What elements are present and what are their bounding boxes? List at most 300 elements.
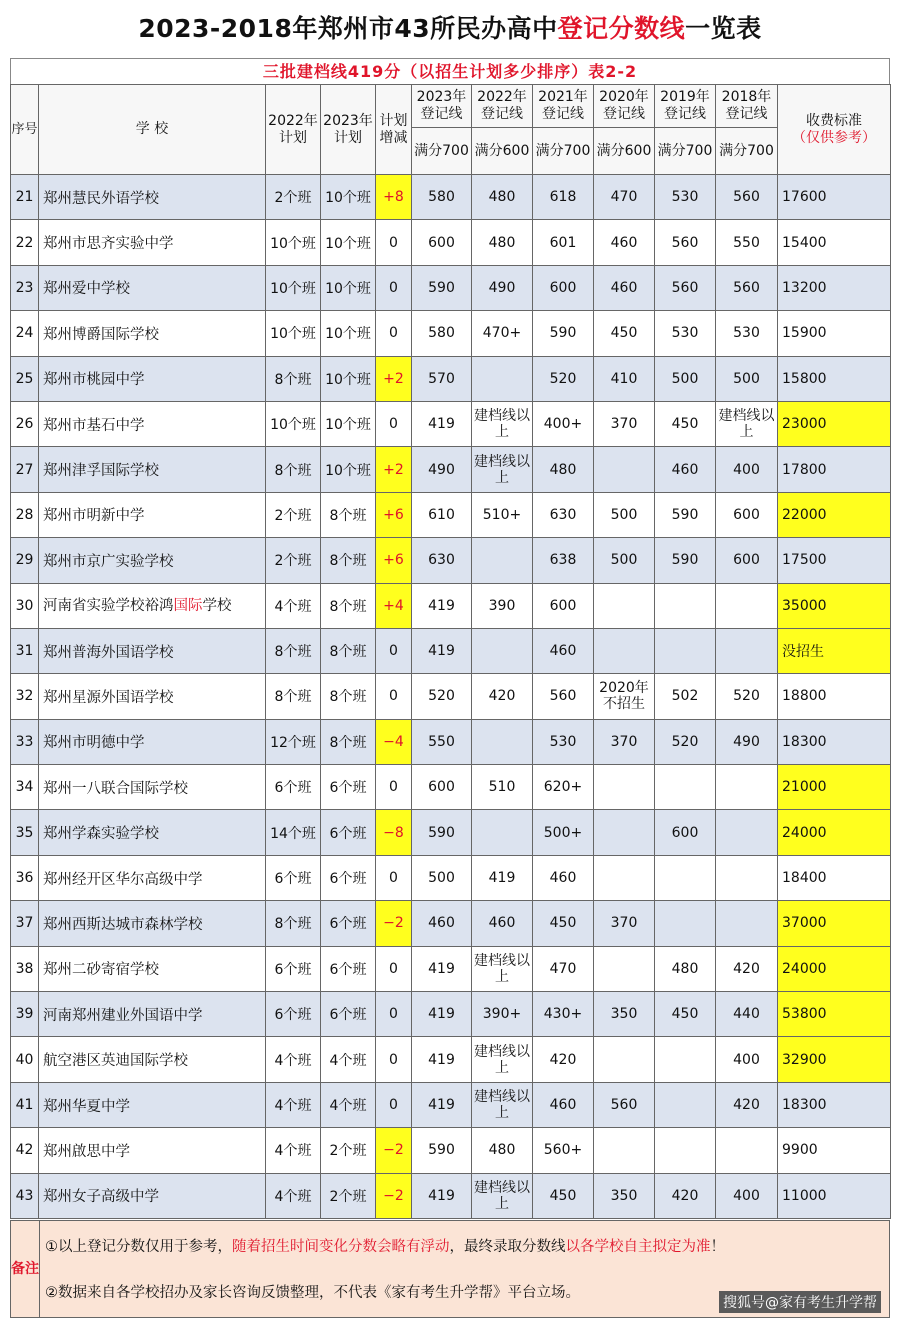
cell-score-2023: 590: [412, 1128, 472, 1173]
cell-score-2020: 370: [594, 719, 655, 764]
cell-score-2020: 460: [594, 220, 655, 265]
cell-score-2018: [716, 810, 778, 855]
cell-no: 24: [11, 311, 39, 356]
table-row: [11, 311, 891, 356]
table-row: [11, 220, 891, 265]
cell-score-2020: [594, 765, 655, 810]
cell-no: 30: [11, 583, 39, 628]
cell-fee: 37000: [778, 901, 891, 946]
cell-score-2021: 500+: [533, 810, 594, 855]
cell-school: 郑州市京广实验学校: [39, 538, 266, 583]
cell-score-2020: [594, 583, 655, 628]
cell-score-2023: 460: [412, 901, 472, 946]
cell-score-2021: 430+: [533, 992, 594, 1037]
cell-score-2023: 590: [412, 265, 472, 310]
cell-plan-2022: 8个班: [266, 356, 321, 401]
cell-score-2019: 500: [655, 356, 716, 401]
table-row: [11, 356, 891, 401]
cell-no: 32: [11, 674, 39, 719]
cell-score-2021: 560: [533, 674, 594, 719]
cell-plan-2023: 8个班: [321, 538, 376, 583]
cell-plan-2022: 4个班: [266, 1128, 321, 1173]
cell-score-2018: [716, 1128, 778, 1173]
cell-no: 42: [11, 1128, 39, 1173]
cell-plan-change: +6: [376, 492, 412, 537]
cell-plan-2023: 10个班: [321, 401, 376, 446]
cell-score-2022: [472, 719, 533, 764]
cell-plan-2023: 6个班: [321, 810, 376, 855]
cell-score-2021: 601: [533, 220, 594, 265]
title-highlight: 登记分数线: [557, 14, 686, 43]
header-2021: 2021年登记线: [533, 85, 594, 128]
cell-plan-2023: 8个班: [321, 674, 376, 719]
cell-plan-2023: 10个班: [321, 175, 376, 220]
cell-plan-2022: 4个班: [266, 583, 321, 628]
table-row: [11, 492, 891, 537]
cell-no: 36: [11, 855, 39, 900]
cell-plan-change: 0: [376, 401, 412, 446]
cell-school: 航空港区英迪国际学校: [39, 1037, 266, 1082]
cell-fee: 9900: [778, 1128, 891, 1173]
cell-score-2020: 450: [594, 311, 655, 356]
cell-score-2018: [716, 855, 778, 900]
cell-fee: 13200: [778, 265, 891, 310]
note-1-e: ！: [710, 1239, 725, 1255]
cell-score-2021: 460: [533, 628, 594, 673]
cell-plan-change: +6: [376, 538, 412, 583]
cell-score-2022: 390: [472, 583, 533, 628]
table-row: [11, 992, 891, 1037]
note-2: ②数据来自各学校招办及家长咨询反馈整理，不代表《家有考生升学帮》平台立场。: [45, 1285, 580, 1301]
cell-score-2019: [655, 1128, 716, 1173]
cell-school: 郑州市桃园中学: [39, 356, 266, 401]
cell-score-2020: 500: [594, 538, 655, 583]
cell-score-2020: 560: [594, 1082, 655, 1127]
cell-plan-2022: 8个班: [266, 628, 321, 673]
cell-no: 21: [11, 175, 39, 220]
cell-plan-2023: 10个班: [321, 447, 376, 492]
cell-no: 29: [11, 538, 39, 583]
page-title: [0, 0, 900, 58]
cell-score-2022: 419: [472, 855, 533, 900]
cell-score-2022: 480: [472, 220, 533, 265]
cell-plan-change: 0: [376, 628, 412, 673]
cell-no: 23: [11, 265, 39, 310]
cell-school: 郑州爱中学校: [39, 265, 266, 310]
cell-no: 33: [11, 719, 39, 764]
cell-plan-2022: 8个班: [266, 447, 321, 492]
table-row: [11, 946, 891, 991]
cell-plan-2022: 10个班: [266, 311, 321, 356]
cell-school: 郑州市明德中学: [39, 719, 266, 764]
cell-no: 27: [11, 447, 39, 492]
header-fee-label: 收费标准: [806, 112, 862, 129]
cell-score-2019: [655, 901, 716, 946]
cell-score-2021: 560+: [533, 1128, 594, 1173]
cell-plan-2022: 2个班: [266, 492, 321, 537]
cell-score-2018: 420: [716, 946, 778, 991]
header-2018: 2018年登记线: [716, 85, 778, 128]
cell-score-2021: 630: [533, 492, 594, 537]
cell-plan-change: 0: [376, 855, 412, 900]
cell-score-2020: [594, 628, 655, 673]
cell-score-2021: 460: [533, 855, 594, 900]
cell-no: 40: [11, 1037, 39, 1082]
cell-plan-2023: 8个班: [321, 583, 376, 628]
cell-plan-2022: 8个班: [266, 901, 321, 946]
cell-fee: 53800: [778, 992, 891, 1037]
notes-panel: [10, 1220, 890, 1318]
cell-score-2021: 420: [533, 1037, 594, 1082]
cell-score-2022: 建档线以上: [472, 1037, 533, 1082]
cell-score-2018: 560: [716, 265, 778, 310]
cell-no: 31: [11, 628, 39, 673]
cell-score-2022: 510: [472, 765, 533, 810]
cell-score-2022: 390+: [472, 992, 533, 1037]
cell-school: 郑州津孚国际学校: [39, 447, 266, 492]
cell-score-2020: [594, 447, 655, 492]
cell-plan-2022: 6个班: [266, 992, 321, 1037]
cell-score-2019: [655, 1082, 716, 1127]
cell-fee: 24000: [778, 946, 891, 991]
cell-fee: 17800: [778, 447, 891, 492]
table-row: [11, 855, 891, 900]
cell-fee: 18400: [778, 855, 891, 900]
cell-plan-2022: 2个班: [266, 538, 321, 583]
cell-score-2023: 600: [412, 765, 472, 810]
school-name-part: 河南省实验学校裕鸿: [43, 597, 174, 614]
cell-score-2023: 580: [412, 175, 472, 220]
cell-score-2019: 420: [655, 1173, 716, 1218]
cell-score-2018: 400: [716, 1037, 778, 1082]
cell-score-2020: [594, 1037, 655, 1082]
cell-score-2020: [594, 810, 655, 855]
cell-plan-2022: 4个班: [266, 1082, 321, 1127]
cell-fee: 18300: [778, 1082, 891, 1127]
cell-plan-2022: 8个班: [266, 674, 321, 719]
cell-plan-2022: 10个班: [266, 220, 321, 265]
cell-plan-change: 0: [376, 674, 412, 719]
cell-fee: 18300: [778, 719, 891, 764]
cell-score-2018: [716, 901, 778, 946]
cell-score-2019: 502: [655, 674, 716, 719]
cell-score-2018: 400: [716, 1173, 778, 1218]
cell-no: 43: [11, 1173, 39, 1218]
cell-score-2023: 580: [412, 311, 472, 356]
cell-school: 郑州市明新中学: [39, 492, 266, 537]
cell-score-2022: 460: [472, 901, 533, 946]
cell-score-2022: 490: [472, 265, 533, 310]
cell-school: 郑州市基石中学: [39, 401, 266, 446]
cell-plan-2023: 6个班: [321, 992, 376, 1037]
cell-score-2021: 618: [533, 175, 594, 220]
cell-score-2021: 590: [533, 311, 594, 356]
table-row: [11, 1037, 891, 1082]
school-name-part: 学校: [202, 597, 232, 614]
cell-score-2018: 490: [716, 719, 778, 764]
cell-plan-2023: 10个班: [321, 311, 376, 356]
header-full-2021: 满分700: [533, 128, 594, 175]
cell-school: 郑州西斯达城市森林学校: [39, 901, 266, 946]
cell-score-2020: 350: [594, 992, 655, 1037]
cell-plan-2023: 8个班: [321, 719, 376, 764]
cell-plan-2022: 4个班: [266, 1173, 321, 1218]
table-row: [11, 1082, 891, 1127]
header-fee-note: （仅供参考）: [792, 129, 876, 146]
table-body: [11, 175, 891, 1219]
cell-no: 39: [11, 992, 39, 1037]
cell-score-2023: 600: [412, 220, 472, 265]
table-row: [11, 538, 891, 583]
cell-school: 郑州啟思中学: [39, 1128, 266, 1173]
cell-score-2020: [594, 1128, 655, 1173]
cell-score-2022: [472, 356, 533, 401]
cell-fee: 18800: [778, 674, 891, 719]
cell-score-2021: 460: [533, 1082, 594, 1127]
notes-label: 备注: [11, 1221, 40, 1317]
cell-plan-2023: 6个班: [321, 765, 376, 810]
cell-plan-2022: 14个班: [266, 810, 321, 855]
cell-score-2019: 590: [655, 492, 716, 537]
cell-score-2019: 530: [655, 175, 716, 220]
table-row: [11, 1173, 891, 1218]
cell-plan-change: −8: [376, 810, 412, 855]
cell-fee: 11000: [778, 1173, 891, 1218]
cell-score-2021: 600: [533, 583, 594, 628]
cell-plan-2022: 6个班: [266, 855, 321, 900]
cell-score-2023: 419: [412, 1173, 472, 1218]
cell-score-2022: 建档线以上: [472, 401, 533, 446]
cell-score-2021: 520: [533, 356, 594, 401]
school-name-part: 国际: [173, 597, 203, 614]
cell-score-2021: 470: [533, 946, 594, 991]
cell-score-2023: 419: [412, 401, 472, 446]
cell-fee: 17500: [778, 538, 891, 583]
cell-no: 41: [11, 1082, 39, 1127]
cell-score-2019: [655, 1037, 716, 1082]
header-school: 学 校: [39, 85, 266, 175]
table-row: [11, 765, 891, 810]
cell-plan-change: 0: [376, 311, 412, 356]
cell-score-2018: 440: [716, 992, 778, 1037]
cell-score-2022: 510+: [472, 492, 533, 537]
header-full-2018: 满分700: [716, 128, 778, 175]
cell-no: 22: [11, 220, 39, 265]
cell-score-2021: 638: [533, 538, 594, 583]
cell-plan-change: −2: [376, 901, 412, 946]
cell-score-2020: 370: [594, 901, 655, 946]
cell-score-2018: [716, 628, 778, 673]
cell-no: 28: [11, 492, 39, 537]
cell-plan-change: +2: [376, 356, 412, 401]
header-fee: [778, 85, 891, 175]
cell-score-2022: 480: [472, 1128, 533, 1173]
score-table: [10, 84, 891, 1219]
cell-score-2022: [472, 810, 533, 855]
cell-score-2019: 560: [655, 220, 716, 265]
cell-school: 郑州星源外国语学校: [39, 674, 266, 719]
cell-score-2019: 530: [655, 311, 716, 356]
cell-score-2023: 590: [412, 810, 472, 855]
cell-score-2019: 460: [655, 447, 716, 492]
cell-school: 郑州经开区华尔高级中学: [39, 855, 266, 900]
note-1-b: 随着招生时间变化分数会略有浮动: [232, 1239, 450, 1255]
cell-plan-2022: 6个班: [266, 946, 321, 991]
cell-score-2020: [594, 855, 655, 900]
cell-score-2019: [655, 855, 716, 900]
table-row: [11, 175, 891, 220]
cell-score-2023: 570: [412, 356, 472, 401]
cell-fee: 15900: [778, 311, 891, 356]
cell-school: 郑州女子高级中学: [39, 1173, 266, 1218]
cell-score-2019: 600: [655, 810, 716, 855]
cell-score-2019: 560: [655, 265, 716, 310]
cell-score-2023: 419: [412, 628, 472, 673]
table-row: [11, 628, 891, 673]
cell-plan-2022: 2个班: [266, 175, 321, 220]
cell-plan-change: 0: [376, 765, 412, 810]
cell-fee: 24000: [778, 810, 891, 855]
cell-plan-change: 0: [376, 265, 412, 310]
cell-plan-2023: 10个班: [321, 265, 376, 310]
header-plan-2023: 2023年计划: [321, 85, 376, 175]
cell-no: 35: [11, 810, 39, 855]
note-1-d: 以各学校自主拟定为准: [565, 1239, 711, 1255]
cell-plan-change: 0: [376, 1082, 412, 1127]
cell-school: 郑州一八联合国际学校: [39, 765, 266, 810]
title-part-a: 2023-2018年郑州市43所民办高中: [138, 14, 558, 43]
cell-score-2021: 450: [533, 1173, 594, 1218]
cell-school: 郑州二砂寄宿学校: [39, 946, 266, 991]
cell-score-2018: 550: [716, 220, 778, 265]
cell-school: 郑州学森实验学校: [39, 810, 266, 855]
cell-plan-change: −2: [376, 1128, 412, 1173]
table-row: [11, 810, 891, 855]
cell-score-2018: 520: [716, 674, 778, 719]
header-full-2023: 满分700: [412, 128, 472, 175]
cell-score-2023: 490: [412, 447, 472, 492]
cell-plan-2023: 4个班: [321, 1037, 376, 1082]
cell-no: 38: [11, 946, 39, 991]
cell-no: 26: [11, 401, 39, 446]
cell-score-2021: 400+: [533, 401, 594, 446]
cell-score-2018: 560: [716, 175, 778, 220]
header-full-2020: 满分600: [594, 128, 655, 175]
cell-fee: 21000: [778, 765, 891, 810]
cell-score-2020: [594, 946, 655, 991]
cell-score-2018: [716, 765, 778, 810]
table-row: [11, 265, 891, 310]
cell-plan-2022: 10个班: [266, 265, 321, 310]
note-1-a: ①以上登记分数仅用于参考，: [45, 1239, 232, 1255]
cell-score-2021: 600: [533, 265, 594, 310]
table-row: [11, 447, 891, 492]
cell-score-2020: 410: [594, 356, 655, 401]
cell-score-2023: 630: [412, 538, 472, 583]
cell-score-2019: [655, 765, 716, 810]
cell-score-2021: 450: [533, 901, 594, 946]
cell-score-2019: 480: [655, 946, 716, 991]
cell-plan-change: 0: [376, 992, 412, 1037]
title-part-c: 一览表: [685, 14, 762, 43]
cell-score-2020: 500: [594, 492, 655, 537]
cell-score-2018: 建档线以上: [716, 401, 778, 446]
cell-plan-2023: 10个班: [321, 356, 376, 401]
cell-fee: 15800: [778, 356, 891, 401]
note-1-c: ，最终录取分数线: [449, 1239, 566, 1255]
note-1: [45, 1235, 725, 1256]
cell-score-2023: 419: [412, 583, 472, 628]
cell-score-2020: 460: [594, 265, 655, 310]
cell-score-2021: 480: [533, 447, 594, 492]
cell-school: 河南郑州建业外国语中学: [39, 992, 266, 1037]
cell-school: [39, 583, 266, 628]
cell-no: 37: [11, 901, 39, 946]
cell-score-2022: 420: [472, 674, 533, 719]
cell-plan-change: +2: [376, 447, 412, 492]
cell-score-2019: [655, 628, 716, 673]
cell-school: 郑州市思齐实验中学: [39, 220, 266, 265]
cell-score-2022: [472, 628, 533, 673]
cell-score-2019: 590: [655, 538, 716, 583]
cell-score-2022: 建档线以上: [472, 1082, 533, 1127]
cell-score-2023: 520: [412, 674, 472, 719]
cell-plan-2022: 6个班: [266, 765, 321, 810]
cell-score-2023: 419: [412, 992, 472, 1037]
cell-no: 34: [11, 765, 39, 810]
cell-score-2019: 450: [655, 992, 716, 1037]
cell-score-2019: [655, 583, 716, 628]
cell-school: 郑州华夏中学: [39, 1082, 266, 1127]
cell-fee: 没招生: [778, 628, 891, 673]
cell-score-2023: 550: [412, 719, 472, 764]
table-row: [11, 583, 891, 628]
cell-plan-change: +4: [376, 583, 412, 628]
cell-plan-2022: 10个班: [266, 401, 321, 446]
cell-score-2020: 470: [594, 175, 655, 220]
cell-plan-2022: 4个班: [266, 1037, 321, 1082]
cell-score-2018: 420: [716, 1082, 778, 1127]
subtitle: 三批建档线419分（以招生计划多少排序）表2-2: [10, 58, 890, 84]
cell-plan-change: −2: [376, 1173, 412, 1218]
cell-score-2022: 470+: [472, 311, 533, 356]
cell-plan-2023: 6个班: [321, 946, 376, 991]
cell-plan-2023: 2个班: [321, 1128, 376, 1173]
cell-score-2018: 400: [716, 447, 778, 492]
cell-score-2023: 500: [412, 855, 472, 900]
cell-score-2023: 419: [412, 1037, 472, 1082]
cell-plan-2022: 12个班: [266, 719, 321, 764]
cell-fee: 15400: [778, 220, 891, 265]
cell-score-2023: 419: [412, 946, 472, 991]
source-watermark: 搜狐号@家有考生升学帮: [719, 1291, 881, 1313]
table-row: [11, 719, 891, 764]
cell-school: 郑州博爵国际学校: [39, 311, 266, 356]
cell-plan-change: −4: [376, 719, 412, 764]
cell-score-2022: 建档线以上: [472, 447, 533, 492]
cell-score-2020: 2020年不招生: [594, 674, 655, 719]
cell-score-2022: 建档线以上: [472, 1173, 533, 1218]
cell-score-2018: 600: [716, 538, 778, 583]
cell-score-2021: 530: [533, 719, 594, 764]
cell-score-2022: [472, 538, 533, 583]
header-plan-change: 计划增减: [376, 85, 412, 175]
header-full-2022: 满分600: [472, 128, 533, 175]
cell-school: 郑州普海外国语学校: [39, 628, 266, 673]
cell-fee: 22000: [778, 492, 891, 537]
cell-plan-2023: 6个班: [321, 855, 376, 900]
cell-plan-change: +8: [376, 175, 412, 220]
